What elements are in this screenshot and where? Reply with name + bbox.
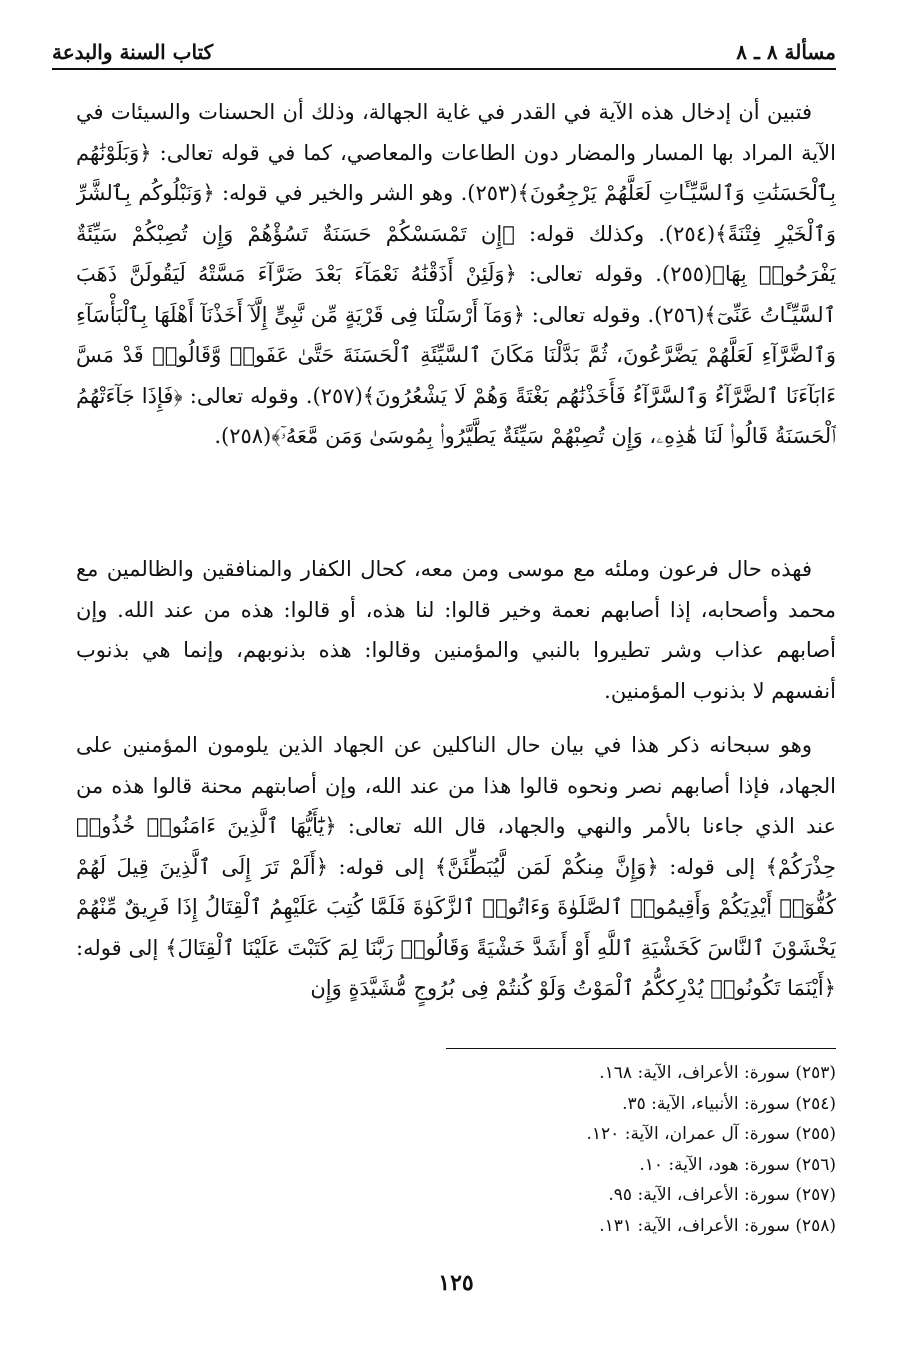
- paragraph-1: فتبين أن إدخال هذه الآية في القدر في غاية الجهالة، وذلك أن الحسنات والسيئات في الآية المراد بها المسار والمضار دون الطاعات والمعاصي، كما في قوله تعالى: ﴿وَبَلَوْنَٰهُم بِٱلْحَسَنَٰتِ وَٱلسَّيِّـَٔاتِ لَعَلَّهُمْ يَرْجِعُونَ﴾(٢٥٣). وهو الشر والخير في قوله: ﴿وَنَبْلُوكُم بِٱلشَّرِّ وَٱلْخَيْرِ فِتْنَةً﴾(٢٥٤). وكذلك قوله: ﴿إِن تَمْسَسْكُمْ حَسَنَةٌ تَسُؤْهُمْ وَإِن تُصِبْكُمْ سَيِّئَةٌ يَفْرَحُوا۟ بِهَا﴾(٢٥٥). وقوله تعالى: ﴿وَلَئِنْ أَذَقْنَٰهُ نَعْمَآءَ بَعْدَ ضَرَّآءَ مَسَّتْهُ لَيَقُولَنَّ ذَهَبَ ٱلسَّيِّـَٔاتُ عَنِّىٓ﴾(٢٥٦). وقوله تعالى: ﴿وَمَآ أَرْسَلْنَا فِى قَرْيَةٍ مِّن نَّبِىٍّ إِلَّآ أَخَذْنَآ أَهْلَهَا بِٱلْبَأْسَآءِ وَٱلضَّرَّآءِ لَعَلَّهُمْ يَضَّرَّعُونَ، ثُمَّ بَدَّلْنَا مَكَانَ ٱلسَّيِّئَةِ ٱلْحَسَنَةَ حَتَّىٰ عَفَوا۟ وَّقَالُوا۟ قَدْ مَسَّ ءَابَآءَنَا ٱلضَّرَّآءُ وَٱلسَّرَّآءُ فَأَخَذْنَٰهُم بَغْتَةً وَهُمْ لَا يَشْعُرُونَ﴾(٢٥٧). وقوله تعالى: ﴿فَإِذَا جَآءَتْهُمُ ٱلْحَسَنَةُ قَالُوا۟ لَنَا هَٰذِهِۦ، وَإِن تُصِبْهُمْ سَيِّئَةٌ يَطَّيَّرُوا۟ بِمُوسَىٰ وَمَن مَّعَهُۥٓ﴾(٢٥٨).: [76, 100, 836, 448]
- footnote-254: (٢٥٤) سورة: الأنبياء، الآية: ٣٥.: [622, 1093, 836, 1114]
- footnote-divider: [446, 1048, 836, 1049]
- footnotes: [300, 1058, 836, 1241]
- paragraph-3: وهو سبحانه ذكر هذا في بيان حال الناكلين عن الجهاد الذين يلومون المؤمنين على الجهاد، فإذا أصابهم نصر ونحوه قالوا هذا من عند الله، وإن أصابتهم محنة قالوا هذه من عند الذي جاءنا بالأمر والنهي والجهاد، قال الله تعالى: ﴿يَٰٓأَيُّهَا ٱلَّذِينَ ءَامَنُوا۟ خُذُوا۟ حِذْرَكُمْ﴾ إلى قوله: ﴿وَإِنَّ مِنكُمْ لَمَن لَّيُبَطِّئَنَّ﴾ إلى قوله: ﴿أَلَمْ تَرَ إِلَى ٱلَّذِينَ قِيلَ لَهُمْ كُفُّوٓا۟ أَيْدِيَكُمْ وَأَقِيمُوا۟ ٱلصَّلَوٰةَ وَءَاتُوا۟ ٱلزَّكَوٰةَ فَلَمَّا كُتِبَ عَلَيْهِمُ ٱلْقِتَالُ إِذَا فَرِيقٌ مِّنْهُمْ يَخْشَوْنَ ٱلنَّاسَ كَخَشْيَةِ ٱللَّهِ أَوْ أَشَدَّ خَشْيَةً وَقَالُوا۟ رَبَّنَا لِمَ كَتَبْتَ عَلَيْنَا ٱلْقِتَالَ﴾ إلى قوله: ﴿أَيْنَمَا تَكُونُوا۟ يُدْرِككُّمُ ٱلْمَوْتُ وَلَوْ كُنتُمْ فِى بُرُوجٍ مُّشَيَّدَةٍ وَإِن: [76, 733, 836, 1000]
- footnote-257: (٢٥٧) سورة: الأعراف، الآية: ٩٥.: [608, 1185, 836, 1205]
- header-section: مسألة ٨ ـ ٨: [736, 40, 836, 64]
- header-book-title: كتاب السنة والبدعة: [52, 40, 214, 64]
- paragraph-2: فهذه حال فرعون وملئه مع موسى ومن معه، كحال الكفار والمنافقين والظالمين مع محمد وأصحابه، إذا أصابهم نعمة وخير قالوا: لنا هذه، أو قالوا: هذه من عند الله. وإن أصابهم عذاب وشر تطيروا بالنبي والمؤمنين وقالوا: هذه بذنوبهم، وإنما هي بذنوب أنفسهم لا بذنوب المؤمنين.: [76, 557, 836, 703]
- footnote-256: (٢٥٦) سورة: هود، الآية: ١٠.: [639, 1154, 836, 1175]
- running-header: [52, 34, 836, 70]
- main-text: [76, 92, 836, 1049]
- footnote-258: (٢٥٨) سورة: الأعراف، الآية: ١٣١.: [599, 1215, 836, 1236]
- footnote-253: (٢٥٣) سورة: الأعراف، الآية: ١٦٨.: [599, 1063, 836, 1083]
- page-number: ١٢٥: [438, 1270, 474, 1296]
- footnote-255: (٢٥٥) سورة: آل عمران، الآية: ١٢٠.: [586, 1124, 836, 1144]
